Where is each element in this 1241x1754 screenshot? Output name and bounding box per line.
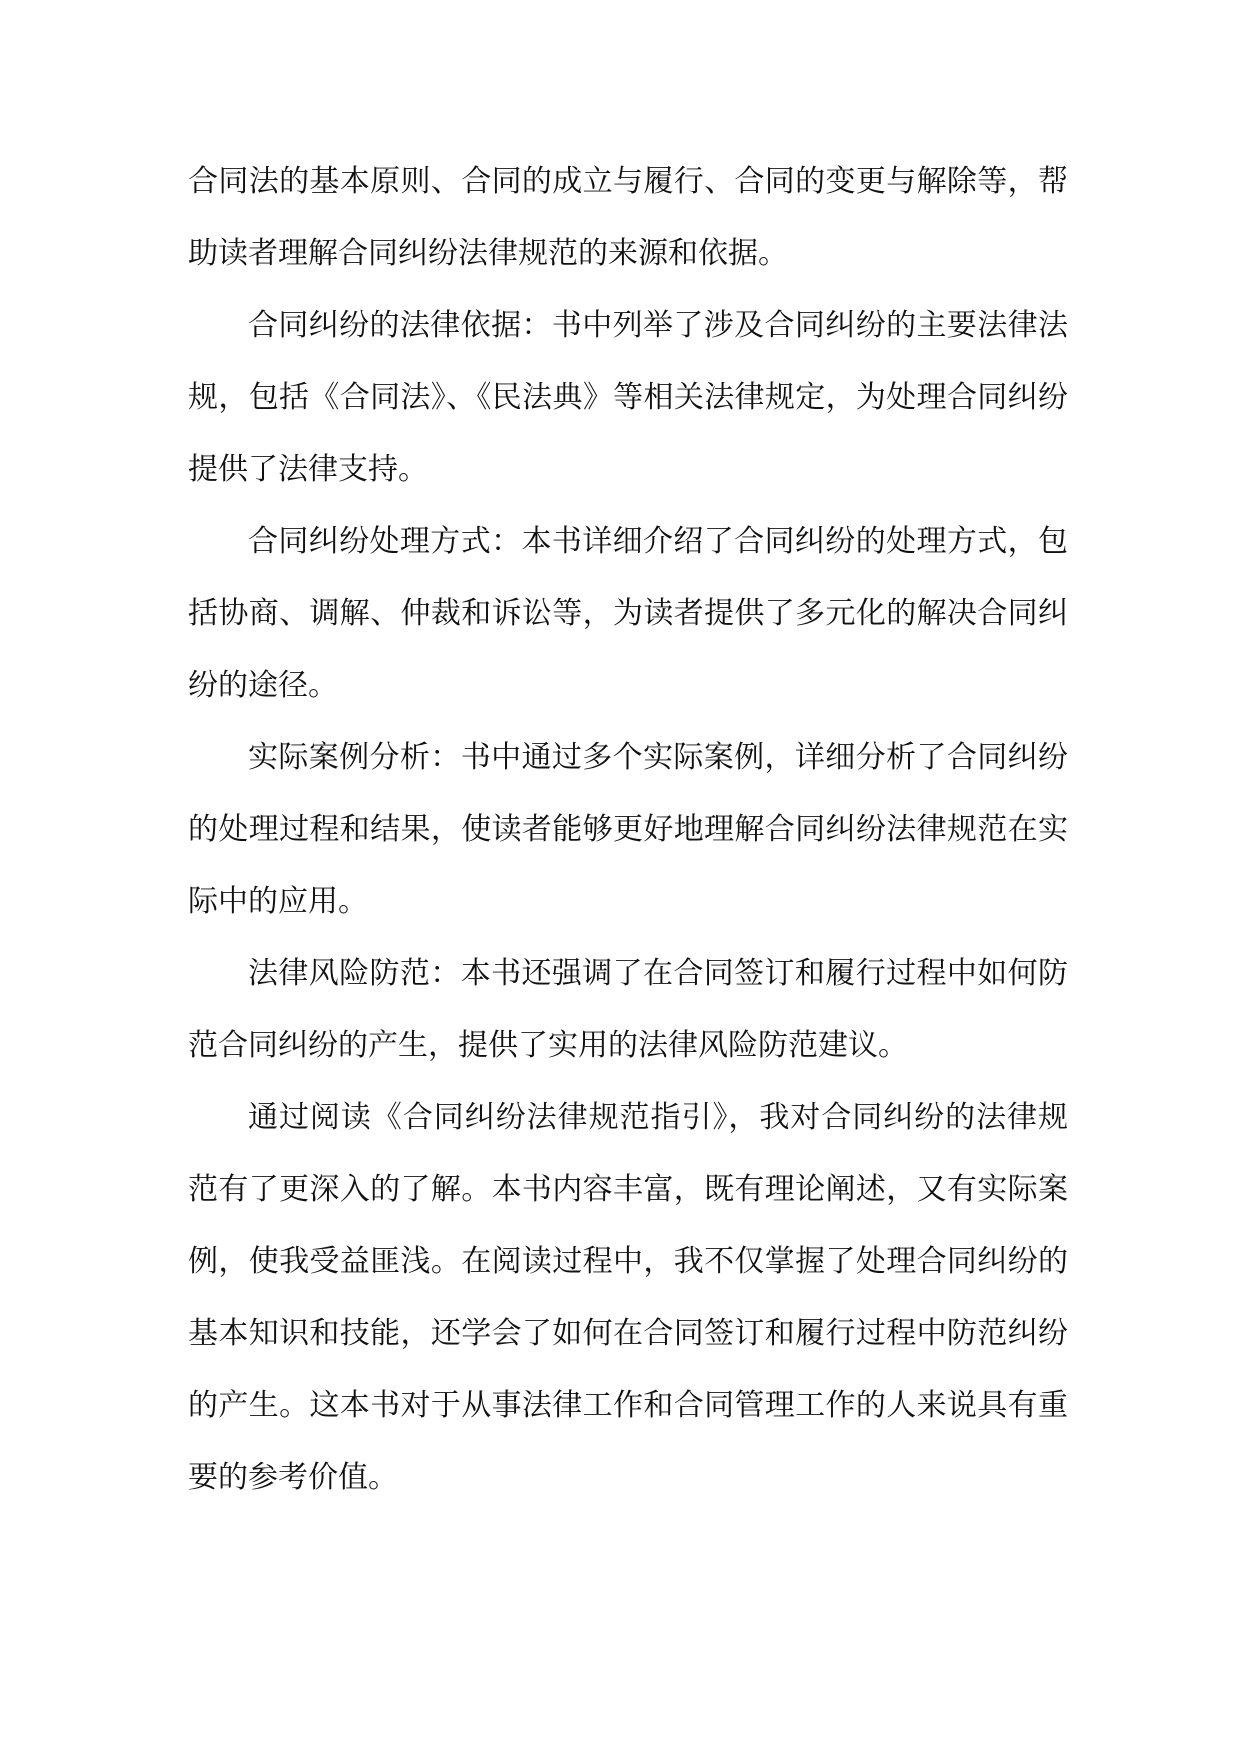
paragraph-risk-prevention: 法律风险防范：本书还强调了在合同签订和履行过程中如何防范合同纠纷的产生，提供了实用的法律风险防范建议。 (188, 956, 1068, 1063)
paragraph-continuation: 合同法的基本原则、合同的成立与履行、合同的变更与解除等，帮助读者理解合同纠纷法律规范的来源和依据。 (188, 164, 1068, 271)
paragraph-case-analysis: 实际案例分析：书中通过多个实际案例，详细分析了合同纠纷的处理过程和结果，使读者能够更好地理解合同纠纷法律规范在实际中的应用。 (188, 740, 1068, 919)
document-body (188, 146, 1068, 1514)
paragraph-conclusion: 通过阅读《合同纠纷法律规范指引》，我对合同纠纷的法律规范有了更深入的了解。本书内容丰富，既有理论阐述，又有实际案例，使我受益匪浅。在阅读过程中，我不仅掌握了处理合同纠纷的基本知识和技能，还学会了如何在合同签订和履行过程中防范纠纷的产生。这本书对于从事法律工作和合同管理工作的人来说具有重要的参考价值。 (188, 1100, 1068, 1495)
paragraph-legal-basis: 合同纠纷的法律依据：书中列举了涉及合同纠纷的主要法律法规，包括《合同法》、《民法典》等相关法律规定，为处理合同纠纷提供了法律支持。 (188, 308, 1068, 487)
paragraph-handling-methods: 合同纠纷处理方式：本书详细介绍了合同纠纷的处理方式，包括协商、调解、仲裁和诉讼等，为读者提供了多元化的解决合同纠纷的途径。 (188, 524, 1068, 703)
